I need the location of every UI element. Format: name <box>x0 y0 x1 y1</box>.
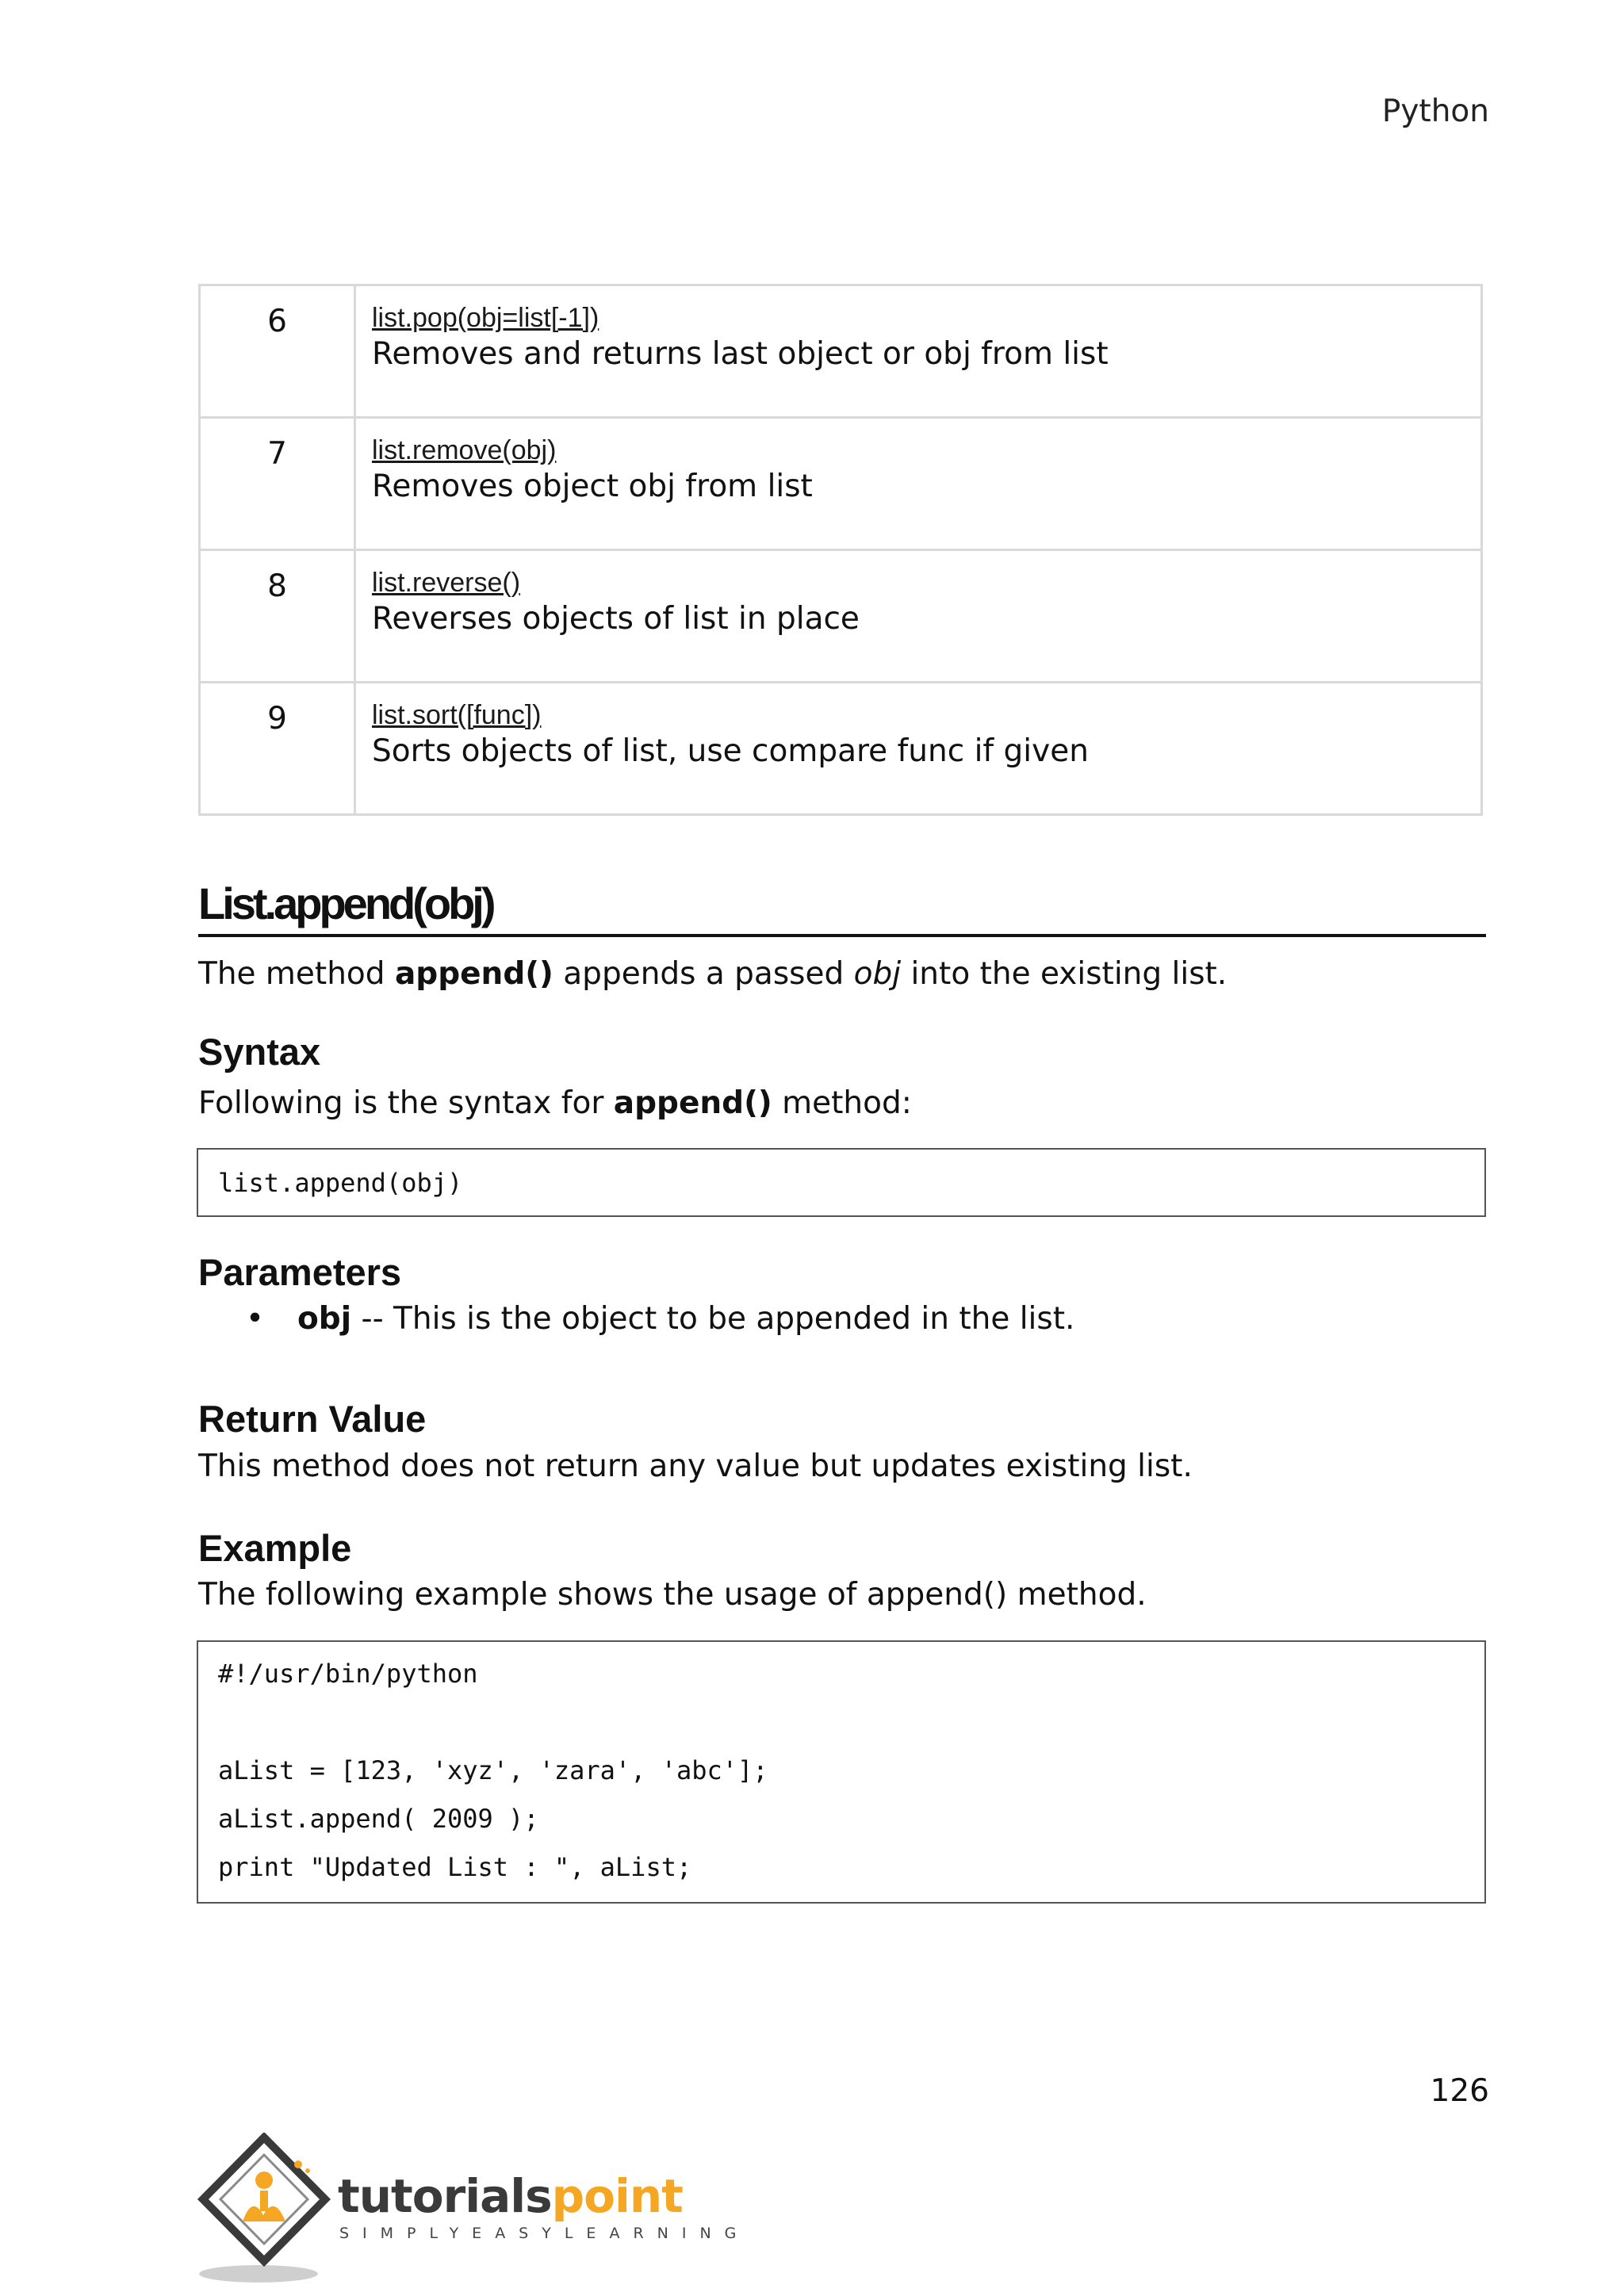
table-row <box>200 683 1482 815</box>
logo-word-part1: tutorials <box>338 2169 552 2223</box>
logo-tagline: SIMPLYEASYLEARNING <box>339 2225 750 2242</box>
parameters-list <box>246 1300 1074 1338</box>
row-content <box>355 550 1482 683</box>
table-row <box>200 418 1482 550</box>
row-number: 8 <box>200 550 355 683</box>
logo-emblem-icon <box>197 2133 339 2283</box>
intro-obj-term: obj <box>853 956 902 992</box>
row-number: 7 <box>200 418 355 550</box>
syntax-paragraph <box>198 1085 912 1123</box>
param-description: -- This is the object to be appended in the list. <box>351 1301 1075 1337</box>
row-content <box>355 418 1482 550</box>
intro-paragraph <box>198 955 1227 993</box>
row-number: 9 <box>200 683 355 815</box>
tutorialspoint-logo <box>197 2133 750 2283</box>
method-description: Removes object obj from list <box>372 469 813 504</box>
code-line <box>218 1698 1484 1747</box>
logo-word-part2: point <box>551 2169 683 2223</box>
method-link[interactable]: list.sort([func]) <box>372 700 542 730</box>
table-row <box>200 550 1482 683</box>
intro-text-3: into the existing list. <box>901 956 1228 992</box>
example-code-block <box>197 1640 1486 1904</box>
parameters-heading: Parameters <box>198 1251 402 1293</box>
section-title: List.append(obj) <box>198 878 1486 937</box>
return-value-heading: Return Value <box>198 1398 427 1440</box>
method-description: Sorts objects of list, use compare func if given <box>372 733 1089 769</box>
method-link[interactable]: list.remove(obj) <box>372 435 557 465</box>
return-value-paragraph: This method does not return any value but updates existing list. <box>198 1448 1193 1484</box>
row-number: 6 <box>200 285 355 418</box>
table-row <box>200 285 1482 418</box>
logo-wordmark <box>338 2171 683 2221</box>
intro-method-name: append() <box>394 956 553 992</box>
row-content <box>355 285 1482 418</box>
methods-table <box>198 284 1483 816</box>
page-number: 126 <box>1430 2073 1489 2109</box>
list-item <box>246 1300 1074 1338</box>
syntax-method-name: append() <box>613 1085 772 1121</box>
syntax-code-block <box>197 1148 1486 1217</box>
code-line: aList.append( 2009 ); <box>218 1804 539 1834</box>
method-link[interactable]: list.reverse() <box>372 568 521 598</box>
syntax-text-2: method: <box>772 1085 912 1121</box>
code-line: #!/usr/bin/python <box>218 1659 478 1689</box>
example-paragraph: The following example shows the usage of append() method. <box>198 1577 1147 1613</box>
code-line: print "Updated List : ", aList; <box>218 1852 692 1882</box>
syntax-text-1: Following is the syntax for <box>198 1085 614 1121</box>
example-heading: Example <box>198 1527 352 1569</box>
param-name: obj <box>297 1301 352 1337</box>
code-line: list.append(obj) <box>218 1168 463 1198</box>
bullet-icon: • <box>246 1301 265 1337</box>
intro-text-1: The method <box>198 956 395 992</box>
syntax-heading: Syntax <box>198 1031 321 1073</box>
method-description: Removes and returns last object or obj from list <box>372 336 1109 372</box>
page-header: Python <box>1381 94 1489 129</box>
code-line: aList = [123, 'xyz', 'zara', 'abc']; <box>218 1755 768 1785</box>
method-link[interactable]: list.pop(obj=list[-1]) <box>372 303 599 333</box>
intro-text-2: appends a passed <box>553 956 854 992</box>
row-content <box>355 683 1482 815</box>
method-description: Reverses objects of list in place <box>372 601 860 637</box>
